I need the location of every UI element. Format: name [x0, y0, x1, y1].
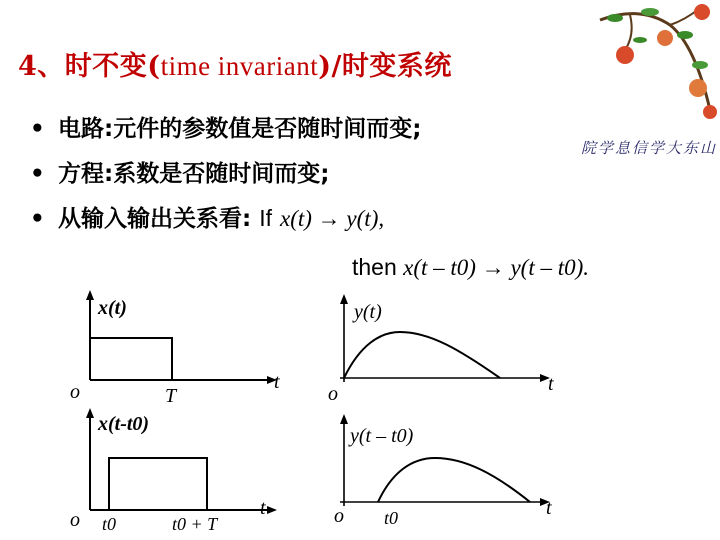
plot-output-response: [320, 290, 570, 405]
x-label: t: [274, 371, 280, 393]
then-line: [352, 254, 589, 281]
institution-vertical-label: 山 东 大 学 信 息 学 院: [579, 140, 716, 155]
title-english: time invariant: [160, 51, 319, 81]
tick-label-t0-plus-T: t0 + T: [172, 514, 218, 534]
response-curve: [344, 332, 500, 378]
x-label: t: [260, 497, 266, 519]
origin-label: o: [70, 509, 80, 531]
tick-label-t0: t0: [384, 508, 399, 528]
y-label: x(t-t0): [98, 413, 150, 435]
y-label: y(t): [354, 301, 382, 323]
tick-label-t0: t0: [102, 514, 117, 534]
x-axis-arrow: [267, 506, 277, 514]
y-label: x(t): [98, 297, 127, 319]
plot-shifted-input-pulse: [62, 406, 302, 540]
title-suffix: )/时变系统: [318, 51, 452, 82]
y-label: y(t – t0): [350, 425, 414, 447]
plot-shifted-output-response: [320, 410, 570, 538]
bullet-circuit: • 电路:元件的参数值是否随时间而变;: [30, 116, 422, 142]
page-title: [18, 44, 452, 83]
origin-label: o: [328, 383, 338, 405]
if-label: If: [259, 205, 272, 231]
apple-branch-decoration: [590, 0, 720, 130]
y-axis-arrow: [340, 294, 348, 304]
x-label: t: [546, 497, 552, 519]
x-label: t: [548, 373, 554, 395]
tick-label: T: [165, 385, 177, 403]
title-prefix: 4、时不变(: [18, 51, 161, 82]
shifted-response-curve: [378, 458, 530, 502]
y-axis-arrow: [340, 414, 348, 424]
origin-label: o: [70, 381, 80, 403]
y-axis-arrow: [86, 408, 94, 418]
origin-label: o: [334, 505, 344, 527]
shifted-pulse-signal: [109, 458, 207, 510]
then-expression: x(t – t0) → y(t – t0).: [403, 255, 590, 280]
y-axis-arrow: [86, 290, 94, 300]
if-expression: x(t) → y(t),: [280, 206, 385, 231]
bullet-io-relation: • 从输入输出关系看: If x(t) → y(t),: [30, 205, 385, 232]
bullet-equation: • 方程:系数是否随时间而变;: [30, 161, 330, 187]
then-label: then: [352, 254, 397, 280]
pulse-signal: [90, 338, 172, 380]
plot-input-pulse: [62, 288, 302, 403]
